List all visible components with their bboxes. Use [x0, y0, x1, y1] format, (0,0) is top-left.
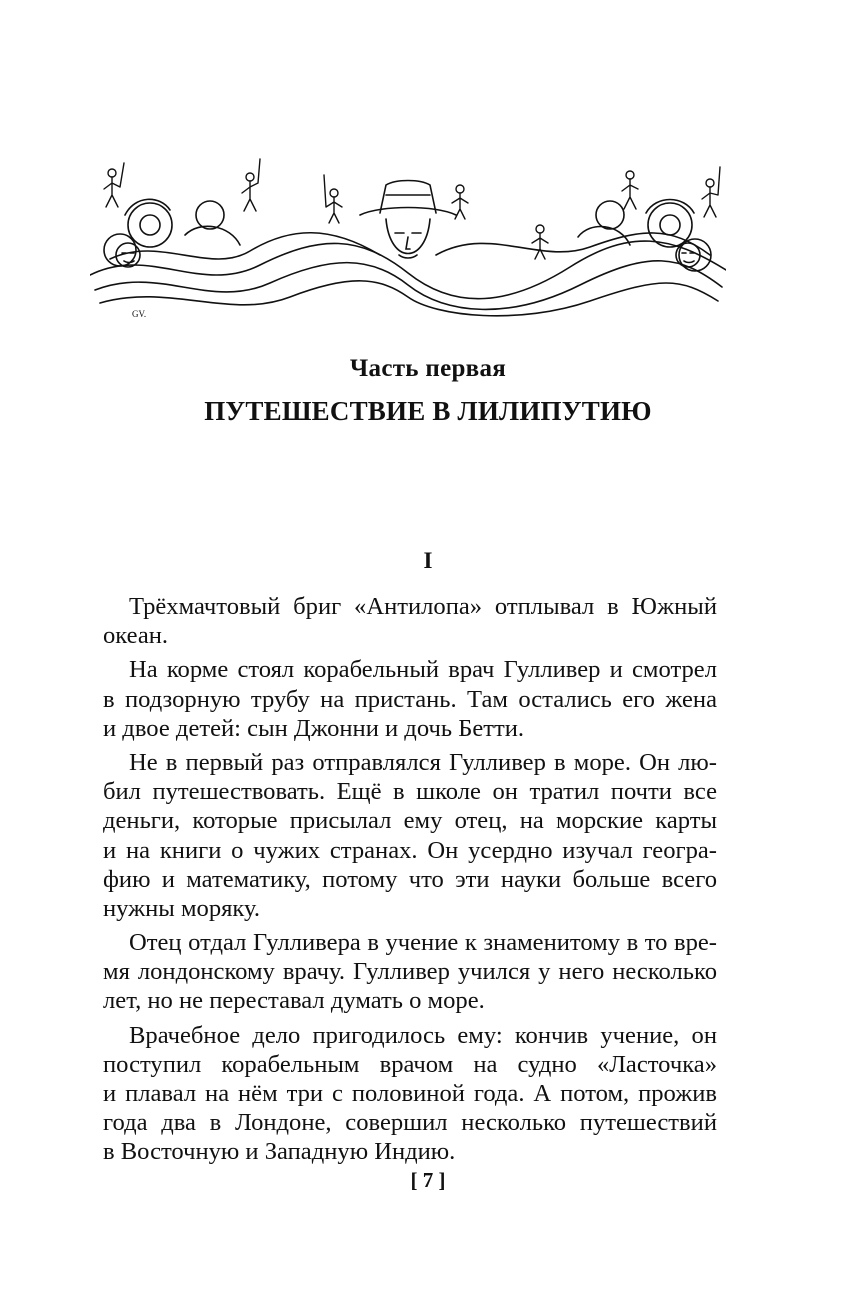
text-line: Не в первый раз отправлялся Гулливер в море. Он лю-: [129, 748, 717, 776]
paragraph: [103, 748, 717, 923]
text-line: в Восточную и Западную Индию.: [103, 1138, 456, 1166]
text-line: нужны моряку.: [103, 894, 261, 922]
illustration-signature: GV.: [132, 309, 147, 319]
part-title: ПУТЕШЕСТВИЕ В ЛИЛИПУТИЮ: [204, 396, 652, 426]
chapter-number: I: [423, 548, 433, 573]
text-line: океан.: [103, 622, 169, 650]
body-text: [103, 592, 717, 1167]
text-line: в подзорную трубу на пристань. Там остались его жена: [103, 685, 717, 713]
text-line: поступил корабельным врачом на судно «Ласточка»: [103, 1050, 717, 1078]
paragraph: [103, 655, 717, 743]
text-line: Трёхмачтовый бриг «Антилопа» отплывал в Южный: [129, 593, 717, 620]
paragraph: [103, 592, 717, 650]
paragraph: [103, 928, 717, 1016]
text-line: и на книги о чужих странах. Он усердно изучал геогра-: [103, 836, 717, 864]
text-line: фию и математику, потому что эти науки больше всего: [103, 865, 717, 893]
text-line: деньги, которые присылал ему отец, на морские карты: [103, 807, 717, 835]
text-line: Отец отдал Гулливера в учение к знаменитому в то вре-: [129, 929, 717, 957]
text-line: и двое детей: сын Джонни и дочь Бетти.: [103, 714, 525, 742]
text-line: мя лондонскому врачу. Гулливер учился у него несколько: [103, 958, 717, 986]
page-number: [ 7 ]: [410, 1168, 446, 1192]
text-line: лет, но не переставал думать о море.: [103, 987, 485, 1015]
text-line: На корме стоял корабельный врач Гулливер и смотрел: [129, 656, 717, 684]
text-line: Врачебное дело пригодилось ему: кончив учение, он: [129, 1021, 717, 1049]
text-line: бил путешествовать. Ещё в школе он тратил почти все: [103, 778, 717, 806]
part-label: Часть первая: [349, 355, 507, 382]
decorative-vignette-icon: [90, 155, 726, 323]
text-line: года два в Лондоне, совершил несколько путешествий: [103, 1109, 717, 1137]
text-line: и плавал на нём три с половиной года. А потом, прожив: [103, 1080, 717, 1107]
paragraph: [103, 1021, 717, 1167]
